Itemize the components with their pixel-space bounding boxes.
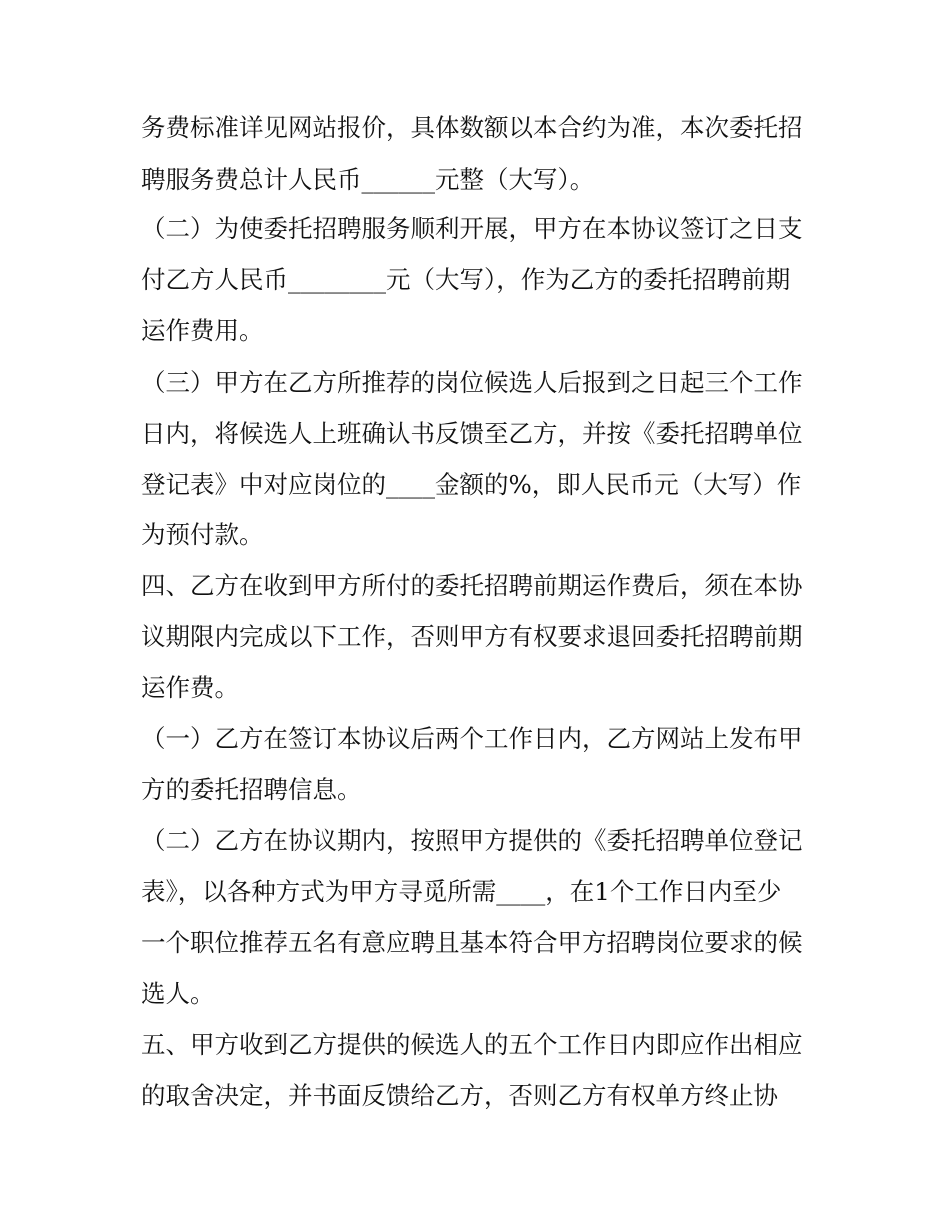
text-line: 日内，将候选人上班确认书反馈至乙方，并按《委托招聘单位 (141, 419, 803, 448)
text-line: 运作费用。 (141, 316, 264, 345)
text-line: 运作费。 (141, 673, 239, 702)
text-line: （三）甲方在乙方所推荐的岗位候选人后报到之日起三个工作 (141, 368, 803, 397)
text-line: （一）乙方在签订本协议后两个工作日内，乙方网站上发布甲 (141, 724, 803, 753)
text-line: 聘服务费总计人民币______元整（大写）。 (141, 165, 595, 194)
text-line: 为预付款。 (141, 520, 264, 549)
text-line: 选人。 (141, 979, 215, 1008)
text-line: （二）为使委托招聘服务顺利开展，甲方在本协议签订之日支 (141, 214, 803, 243)
text-line: （二）乙方在协议期内，按照甲方提供的《委托招聘单位登记 (141, 826, 803, 855)
text-line: 登记表》中对应岗位的____金额的%，即人民币元（大写）作 (141, 470, 802, 499)
text-line: 一个职位推荐五名有意应聘且基本符合甲方招聘岗位要求的候 (141, 928, 803, 957)
text-line: 的取舍决定，并书面反馈给乙方，否则乙方有权单方终止协 (141, 1081, 778, 1110)
text-line: 务费标准详见网站报价，具体数额以本合约为准，本次委托招 (141, 113, 803, 142)
text-line: 表》，以各种方式为甲方寻觅所需____，在1个工作日内至少 (141, 877, 782, 906)
text-line: 五、甲方收到乙方提供的候选人的五个工作日内即应作出相应 (141, 1030, 803, 1059)
text-line: 议期限内完成以下工作，否则甲方有权要求退回委托招聘前期 (141, 622, 803, 651)
text-line: 付乙方人民币________元（大写），作为乙方的委托招聘前期 (141, 265, 791, 294)
text-line: 四、乙方在收到甲方所付的委托招聘前期运作费后，须在本协 (141, 571, 803, 600)
text-line: 方的委托招聘信息。 (141, 775, 362, 804)
